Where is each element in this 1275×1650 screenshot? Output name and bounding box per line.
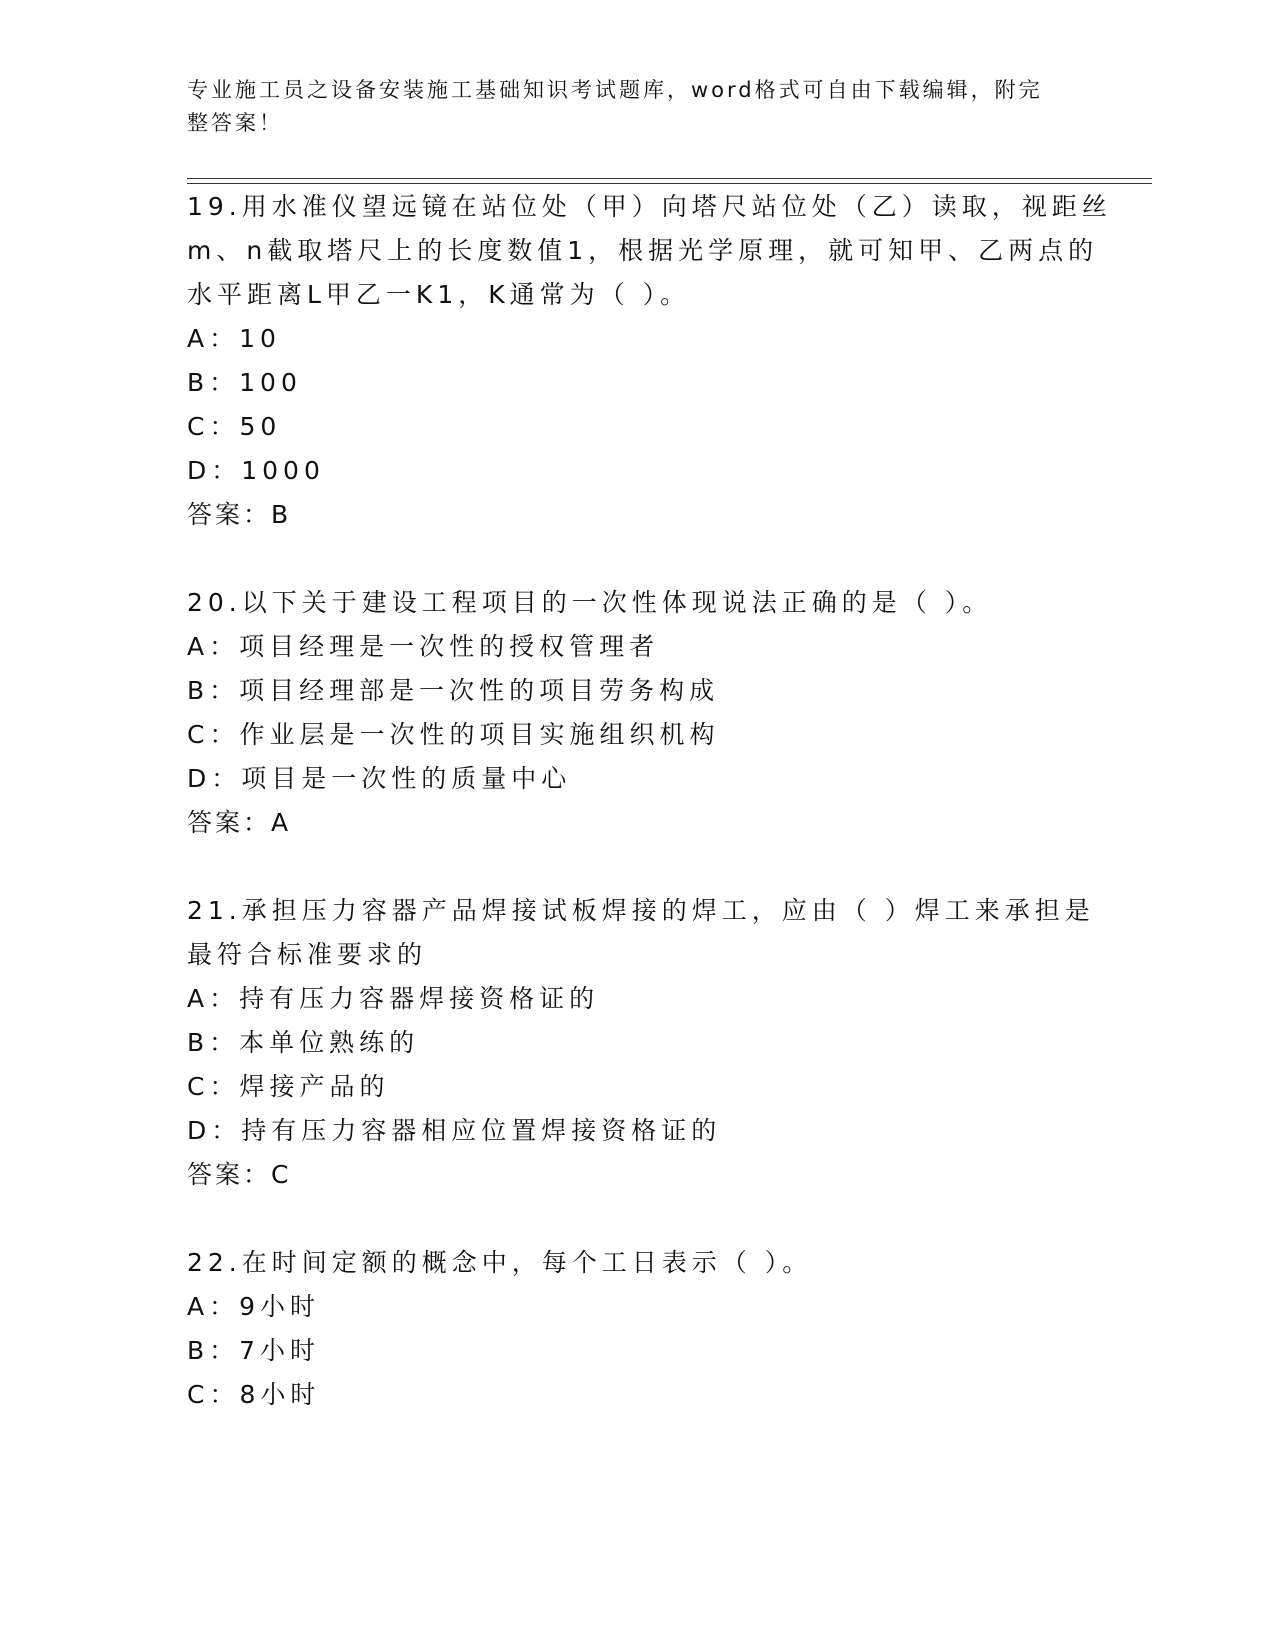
question-21-option-c: C：焊接产品的: [187, 1072, 390, 1101]
question-22-option-c: C：8小时: [187, 1380, 321, 1409]
question-20-option-a: A：项目经理是一次性的授权管理者: [187, 632, 660, 661]
document-header: [187, 74, 1067, 140]
question-21-option-b: B：本单位熟练的: [187, 1028, 420, 1057]
question-20-option-d: D：项目是一次性的质量中心: [187, 764, 572, 793]
question-21-text-line-2: 最符合标准要求的: [187, 940, 428, 969]
question-20-option-b: B：项目经理部是一次性的项目劳务构成: [187, 676, 720, 705]
question-19-option-c: C：50: [187, 412, 282, 441]
question-22-text-line-1: 22.在时间定额的概念中，每个工日表示（ ）。: [187, 1248, 813, 1277]
question-19-option-a: A：10: [187, 324, 281, 353]
question-22-option-a: A：9小时: [187, 1292, 321, 1321]
header-divider-top: [187, 178, 1152, 179]
question-19-text-line-3: 水平距离L甲乙一K1，K通常为（ ）。: [187, 280, 691, 309]
question-19-option-b: B：100: [187, 368, 302, 397]
question-20-text-line-1: 20.以下关于建设工程项目的一次性体现说法正确的是（ ）。: [187, 588, 993, 617]
question-21-option-d: D：持有压力容器相应位置焊接资格证的: [187, 1116, 722, 1145]
question-20-answer: 答案：A: [187, 808, 292, 837]
question-19-text-line-2: m、n截取塔尺上的长度数值1，根据光学原理，就可知甲、乙两点的: [187, 236, 1099, 265]
question-20-option-c: C：作业层是一次性的项目实施组织机构: [187, 720, 720, 749]
question-21-answer: 答案：C: [187, 1160, 292, 1189]
question-19-answer: 答案：B: [187, 500, 292, 529]
question-21-option-a: A：持有压力容器焊接资格证的: [187, 984, 600, 1013]
question-21-text-line-1: 21.承担压力容器产品焊接试板焊接的焊工，应由（ ）焊工来承担是: [187, 896, 1095, 925]
header-divider-bottom: [187, 183, 1152, 184]
question-19-text-line-1: 19.用水准仪望远镜在站位处（甲）向塔尺站位处（乙）读取，视距丝: [187, 192, 1112, 221]
question-22-option-b: B：7小时: [187, 1336, 321, 1365]
question-19-option-d: D：1000: [187, 456, 325, 485]
header-line-1: 专业施工员之设备安装施工基础知识考试题库，word格式可自由下载编辑，附完: [187, 78, 1043, 102]
header-line-2: 整答案！: [187, 111, 283, 135]
